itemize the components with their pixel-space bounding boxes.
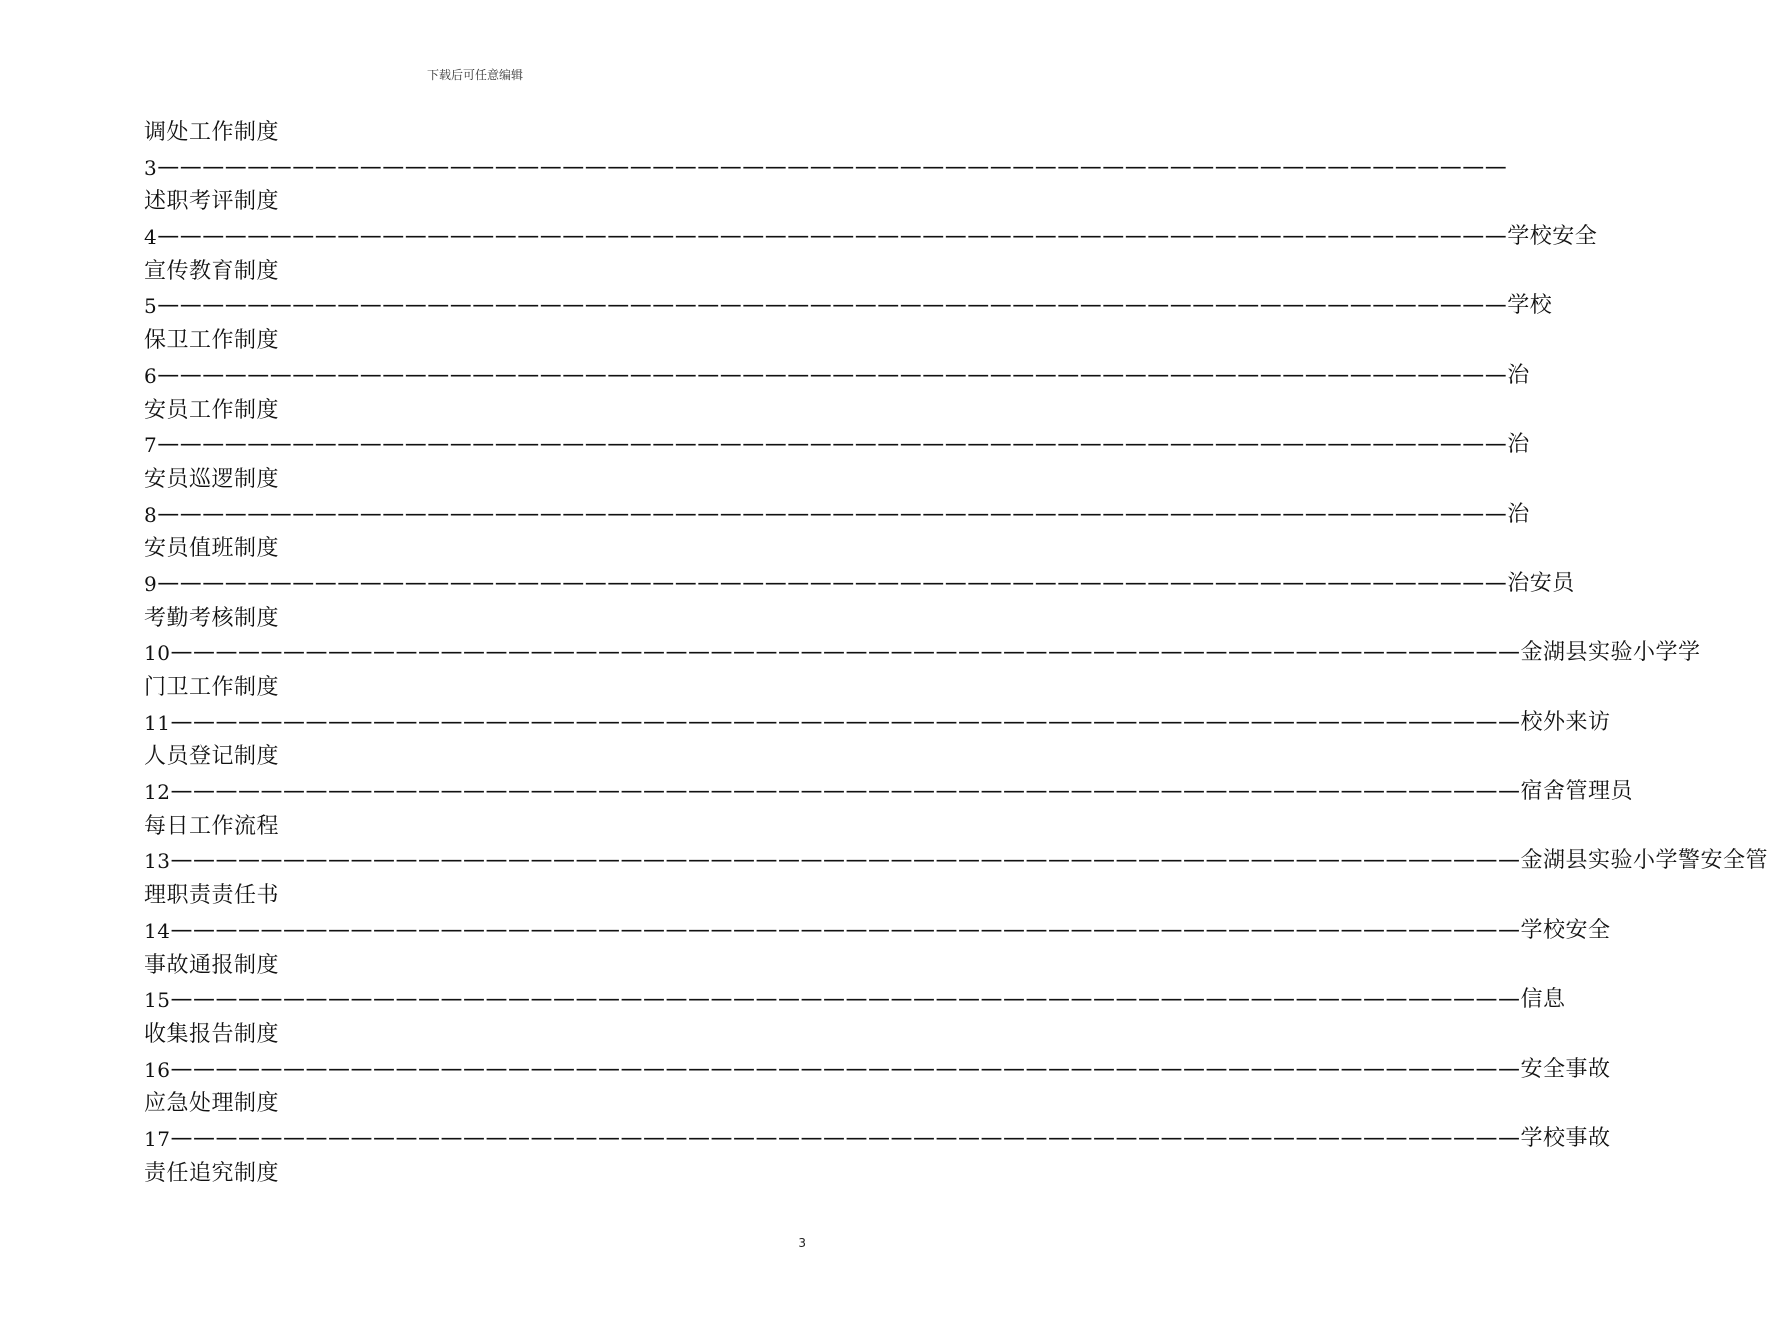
toc-entry-line [144,636,1701,671]
toc-leader-dashes: ———————————————————————————————————————————————————————————— [170,709,1521,735]
toc-leader-dashes: ———————————————————————————————————————————————————————————— [157,432,1508,458]
toc-entry-line [144,359,1530,394]
toc-entry-number: 11 [144,710,171,735]
toc-entry-heading: 学校安全 [1520,917,1611,943]
toc-entry-heading: 信息 [1520,987,1566,1013]
toc-title-line: 宣传教育制度 [144,258,280,284]
toc-entry-heading: 校外来访 [1520,709,1611,735]
toc-entry-number: 17 [144,1126,171,1151]
toc-title-line: 门卫工作制度 [144,675,280,700]
table-of-contents [144,116,1768,1191]
toc-entry-line [144,289,1553,324]
toc-leader-dashes: ———————————————————————————————————————————————————————————— [157,501,1508,527]
toc-title-line: 安员巡逻制度 [144,466,280,492]
toc-leader-dashes: ———————————————————————————————————————————————————————————— [157,293,1508,319]
toc-entry-line [144,706,1611,741]
toc-entry-heading: 学校事故 [1520,1125,1611,1151]
toc-entry-number: 8 [144,502,158,527]
toc-entry-heading: 治 [1507,501,1530,527]
toc-entry-number: 14 [144,918,171,943]
toc-entry-number: 12 [144,780,171,805]
toc-entry-heading: 金湖县实验小学学 [1520,640,1701,666]
toc-leader-dashes: ———————————————————————————————————————————————————————————— [157,224,1508,250]
toc-entry-heading: 安全事故 [1520,1056,1611,1082]
toc-leader-dashes: ———————————————————————————————————————————————————————————— [170,640,1521,666]
toc-title-line: 人员登记制度 [144,744,280,770]
toc-entry-number: 6 [144,363,158,388]
toc-entry-heading: 学校安全 [1507,224,1598,250]
page-number: 3 [798,1236,806,1250]
toc-entry-heading: 金湖县实验小学警安全管 [1520,848,1768,874]
toc-entry-number: 10 [144,641,171,666]
toc-title-line: 考勤考核制度 [144,605,280,631]
toc-entry-line [144,775,1633,810]
toc-title-line: 保卫工作制度 [144,328,280,354]
toc-entry-line [144,428,1530,463]
toc-entry-number: 7 [144,433,158,458]
toc-title-line: 责任追究制度 [144,1160,280,1186]
toc-entry-line [144,567,1575,602]
toc-entry-number: 16 [144,1057,171,1082]
toc-entry-number: 15 [144,988,171,1013]
toc-entry-line [144,914,1611,949]
toc-entry-number: 5 [144,294,158,319]
toc-entry-heading: 治 [1507,432,1530,458]
toc-entry-number: 3 [144,155,158,180]
toc-entry-line [144,498,1530,533]
toc-leader-dashes: ———————————————————————————————————————————————————————————— [157,362,1508,388]
toc-leader-dashes: ———————————————————————————————————————————————————————————— [170,1056,1521,1082]
toc-entry-line [144,983,1566,1018]
toc-leader-dashes: ———————————————————————————————————————————————————————————— [157,570,1508,596]
toc-entry-line [144,1122,1611,1157]
toc-leader-dashes: ———————————————————————————————————————————————————————————— [170,848,1521,874]
toc-title-line: 应急处理制度 [144,1091,280,1117]
toc-entry-number: 9 [144,571,158,596]
page-header: 下载后可任意编辑 [426,68,523,82]
toc-entry-line [144,151,1508,186]
toc-entry-line [144,844,1768,879]
toc-title-line: 调处工作制度 [144,120,280,145]
toc-title-line: 安员值班制度 [144,536,280,562]
toc-leader-dashes: ———————————————————————————————————————————————————————————— [170,1125,1521,1151]
toc-title-line: 理职责责任书 [144,883,280,909]
toc-leader-dashes: ———————————————————————————————————————————————————————————— [170,917,1521,943]
toc-entry-number: 13 [144,849,171,874]
toc-entry-line [144,220,1598,255]
toc-leader-dashes: ———————————————————————————————————————————————————————————— [157,154,1508,180]
toc-entry-heading: 治 [1507,362,1530,388]
toc-entry-heading: 学校 [1507,293,1553,319]
toc-entry-heading: 治安员 [1507,570,1575,596]
toc-title-line: 事故通报制度 [144,952,280,978]
toc-title-line: 安员工作制度 [144,397,280,423]
toc-title-line: 每日工作流程 [144,813,280,839]
toc-leader-dashes: ———————————————————————————————————————————————————————————— [170,779,1521,805]
toc-entry-line [144,1053,1611,1088]
toc-title-line: 述职考评制度 [144,189,280,215]
toc-leader-dashes: ———————————————————————————————————————————————————————————— [170,987,1521,1013]
toc-title-line: 收集报告制度 [144,1021,280,1047]
toc-entry-number: 4 [144,225,158,250]
toc-entry-heading: 宿舍管理员 [1520,779,1633,805]
